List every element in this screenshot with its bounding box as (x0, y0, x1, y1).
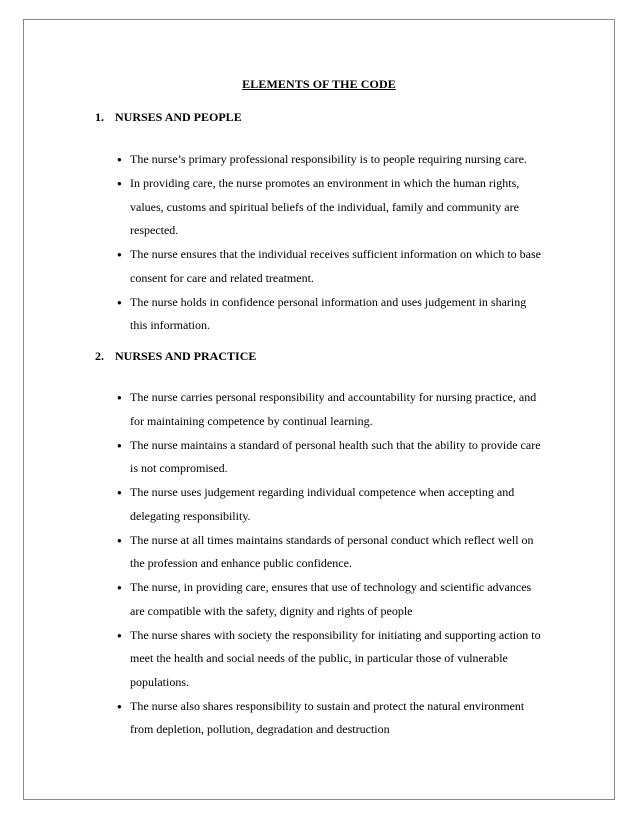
list-item-text: The nurse, in providing care, ensures that use of technology and scientific advances are compatible with the safety, dignity and rights of people (130, 580, 532, 618)
list-item (24, 481, 614, 528)
list-item-text: In providing care, the nurse promotes an environment in which the human rights, values, customs and spiritual beliefs of the individual, family and community are respected. (130, 176, 520, 237)
bullet-icon: ● (117, 297, 122, 307)
bullet-icon: ● (117, 179, 122, 188)
section-number: 1. (95, 110, 104, 124)
section-2-list (24, 386, 614, 742)
list-item (24, 291, 614, 338)
section-title: NURSES AND PEOPLE (115, 110, 242, 124)
list-item-text: The nurse maintains a standard of personal health such that the ability to provide care is not compromised. (130, 437, 541, 475)
list-item (24, 172, 614, 243)
list-item (24, 576, 614, 623)
bullet-icon: ● (117, 440, 122, 450)
list-item-text: The nurse carries personal responsibility and accountability for nursing practice, and for maintaining competence by continual learning. (130, 390, 537, 428)
bullet-icon: ● (117, 393, 122, 402)
bullet-icon: ● (117, 155, 122, 164)
list-item-text: The nurse shares with society the responsibility for initiating and supporting action to meet the health and social needs of the public, in particular those of vulnerable populations. (130, 627, 541, 689)
list-item-text: The nurse also shares responsibility to sustain and protect the natural environment from depletion, pollution, degradation and destruction (130, 698, 525, 736)
bullet-icon: ● (117, 250, 122, 259)
list-item (24, 243, 614, 290)
section-1-list (24, 148, 614, 338)
list-item (24, 434, 614, 481)
document-title: ELEMENTS OF THE CODE (242, 77, 396, 91)
section-number: 2. (95, 349, 104, 363)
bullet-icon: ● (117, 630, 122, 640)
bullet-icon: ● (117, 488, 122, 497)
section-heading-2 (95, 349, 256, 364)
list-item (24, 148, 614, 172)
list-item (24, 624, 614, 695)
list-item-text: The nurse ensures that the individual receives sufficient information on which to base consent for care and related treatment. (130, 247, 541, 285)
document-page (23, 19, 615, 800)
bullet-icon: ● (117, 701, 122, 711)
bullet-icon: ● (117, 535, 122, 545)
list-item-text: The nurse holds in confidence personal information and uses judgement in sharing this information. (130, 294, 527, 332)
list-item-text: The nurse uses judgement regarding individual competence when accepting and delegating responsibility. (130, 485, 515, 523)
list-item-text: The nurse’s primary professional responsibility is to people requiring nursing care. (130, 152, 527, 166)
section-title: NURSES AND PRACTICE (115, 349, 257, 363)
bullet-icon: ● (117, 583, 122, 592)
list-item (24, 695, 614, 742)
section-heading-1 (95, 110, 242, 125)
list-item (24, 529, 614, 576)
list-item-text: The nurse at all times maintains standards of personal conduct which reflect well on the profession and enhance public confidence. (130, 532, 534, 570)
list-item (24, 386, 614, 433)
